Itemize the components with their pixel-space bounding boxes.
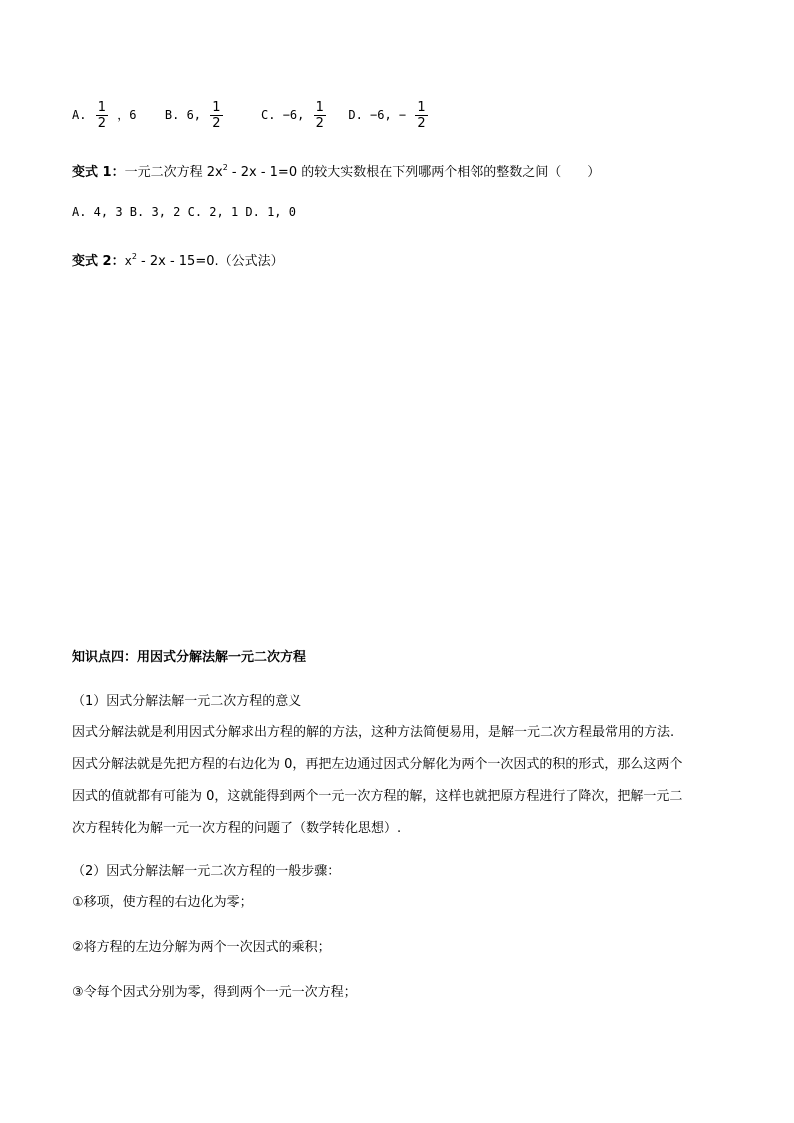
variant-2-text-after: ‑ 2x ‑ 15=0.（公式法） xyxy=(136,254,284,269)
subsection-1-title: （1）因式分解法解一元二次方程的意义 xyxy=(72,694,302,709)
section-heading: 知识点四：用因式分解法解一元二次方程 xyxy=(72,650,307,665)
fraction-denominator: 2 xyxy=(315,116,324,131)
fraction-denominator: 2 xyxy=(212,116,221,131)
option-c-label: C. −6, xyxy=(261,108,305,122)
option-b-fraction xyxy=(210,100,222,131)
fraction-numerator: 1 xyxy=(212,100,221,115)
paragraph-2-line-3: 次方程转化为解一元一次方程的问题了（数学转化思想）. xyxy=(72,821,402,836)
option-a-tail: ，6 xyxy=(117,108,137,122)
variant-2-label: 变式 2： xyxy=(72,254,125,269)
paragraph-2-line-2: 因式的值就都有可能为 0，这就能得到两个一元一次方程的解，这样也就把原方程进行了降次，把解一元二 xyxy=(72,789,683,804)
option-b-label: B. 6, xyxy=(164,108,202,122)
variant-1-options: A. 4, 3 B. 3, 2 C. 2, 1 D. 1, 0 xyxy=(72,205,296,219)
subsection-2-title: （2）因式分解法解一元二次方程的一般步骤： xyxy=(72,864,341,879)
variant-1-label: 变式 1： xyxy=(72,165,125,180)
fraction-numerator: 1 xyxy=(417,100,426,115)
variant-1-text-after: ‑ 2x ‑ 1=0 的较大实数根在下列哪两个相邻的整数之间（ ） xyxy=(227,165,601,180)
option-d-label: D. −6, − xyxy=(348,108,407,122)
fraction-numerator: 1 xyxy=(97,100,106,115)
step-2: ②将方程的左边分解为两个一次因式的乘积； xyxy=(72,940,331,955)
variant-1-text-before: 一元二次方程 2x xyxy=(124,165,223,180)
variant-2-text-before: x xyxy=(124,254,132,268)
option-c-fraction xyxy=(314,100,326,131)
fraction-numerator: 1 xyxy=(315,100,324,115)
variant-1-question xyxy=(72,159,600,182)
question-options-fractions xyxy=(72,100,430,131)
fraction-denominator: 2 xyxy=(97,116,106,131)
variant-2-question xyxy=(72,248,284,271)
exponent: 2 xyxy=(131,252,137,261)
exponent: 2 xyxy=(222,163,228,172)
fraction-denominator: 2 xyxy=(417,116,426,131)
paragraph-2-line-1: 因式分解法就是先把方程的右边化为 0，再把左边通过因式分解化为两个一次因式的积的形式，那么这两个 xyxy=(72,757,683,772)
paragraph-1: 因式分解法就是利用因式分解求出方程的解的方法，这种方法简便易用，是解一元二次方程最常用的方法. xyxy=(72,725,675,740)
step-3: ③令每个因式分别为零，得到两个一元一次方程； xyxy=(72,985,357,1000)
option-a-label: A. xyxy=(72,108,87,122)
step-1: ①移项，使方程的右边化为零； xyxy=(72,895,253,910)
option-d-fraction xyxy=(415,100,427,131)
option-a-fraction xyxy=(96,100,108,131)
